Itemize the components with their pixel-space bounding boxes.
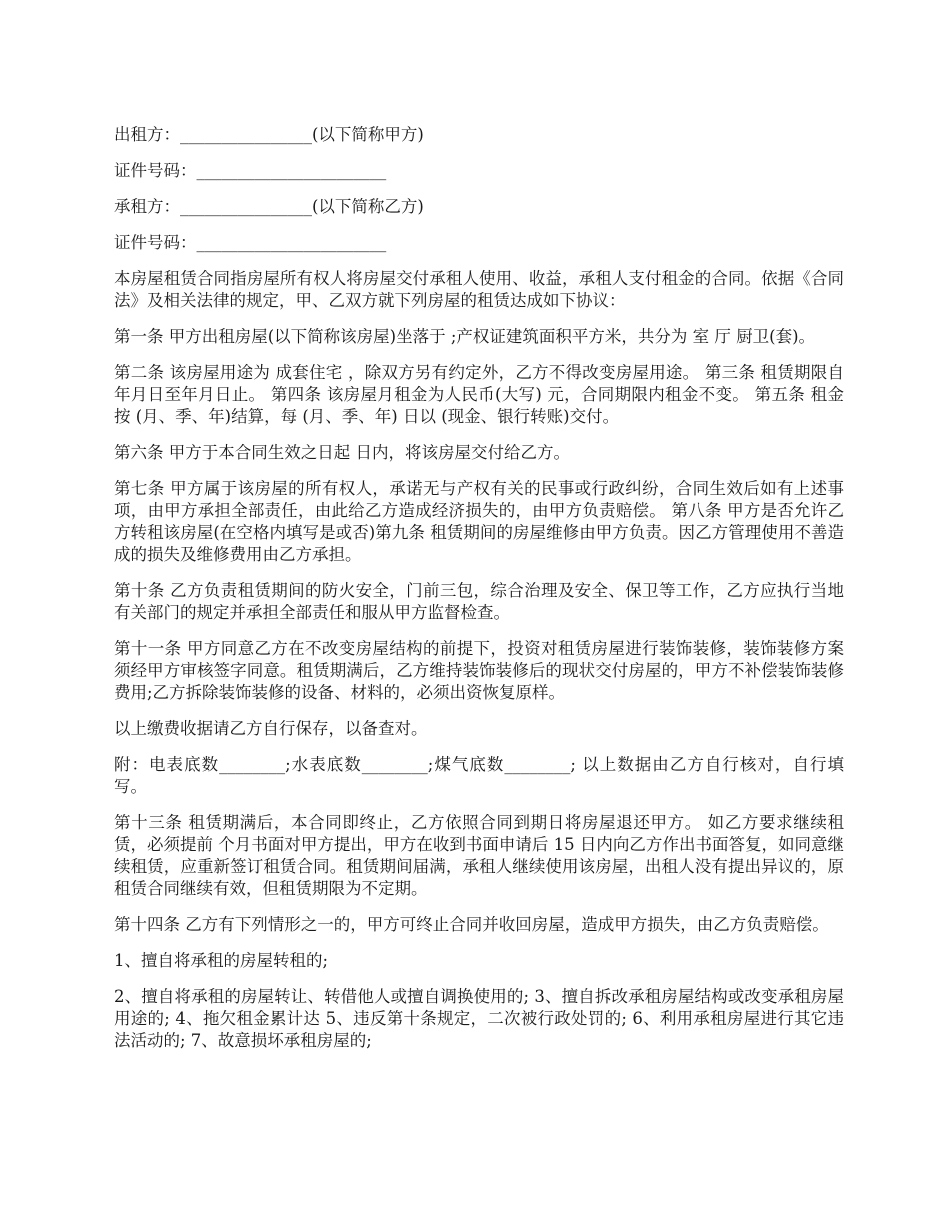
- lessee-line: 承租方：________________(以下简称乙方): [114, 197, 424, 216]
- articles-2-5: 第二条 该房屋用途为 成套住宅 ，除双方另有约定外，乙方不得改变房屋用途。 第三条 租赁期限自年月日至年月日止。 第四条 该房屋月租金为人民币(大写) 元，合同期限内租金不变。 第五条 租金按 (月、季、年)结算，每 (月、季、年) 日以 (现金、银行转账)交付。: [114, 363, 844, 426]
- article-13: 第十三条 租赁期满后，本合同即终止，乙方依照合同到期日将房屋退还甲方。 如乙方要求继续租赁，必须提前 个月书面对甲方提出，甲方在收到书面申请后 15 日内向乙方作出书面答复，如同意继续租赁，应重新签订租赁合同。租赁期间届满，承租人继续使用该房屋，出租人没有提出异议的，原租赁合同继续有效，但租赁期限为不定期。: [114, 813, 844, 898]
- article-14: 第十四条 乙方有下列情形之一的，甲方可终止合同并收回房屋，造成甲方损失，由乙方负责赔偿。: [114, 915, 829, 934]
- lessor-line: 出租方：________________(以下简称甲方): [114, 125, 424, 144]
- articles-7-9: 第七条 甲方属于该房屋的所有权人，承诺无与产权有关的民事或行政纠纷，合同生效后如有上述事项，由甲方承担全部责任，由此给乙方造成经济损失的，由甲方负责赔偿。 第八条 甲方是否允许乙方转租该房屋(在空格内填写是或否)第九条 租赁期间的房屋维修由甲方负责。因乙方管理使用不善造成的损失及维修费用由乙方承担。: [114, 479, 844, 564]
- article-6: 第六条 甲方于本合同生效之日起 日内，将该房屋交付给乙方。: [114, 443, 570, 462]
- lessee-id-line: 证件号码：_______________________: [114, 233, 387, 252]
- lessor-id-line: 证件号码：_______________________: [114, 161, 387, 180]
- article-10: 第十条 乙方负责租赁期间的防火安全，门前三包，综合治理及安全、保卫等工作，乙方应执行当地有关部门的规定并承担全部责任和服从甲方监督检查。: [114, 581, 844, 622]
- list-items-2-7: 2、擅自将承租的房屋转让、转借他人或擅自调换使用的; 3、擅自拆改承租房屋结构或改变承租房屋用途的; 4、拖欠租金累计达 5、违反第十条规定，二次被行政处罚的; 6、利用承租房屋进行其它违法活动的; 7、故意损坏承租房屋的;: [114, 987, 844, 1050]
- list-item-1: 1、擅自将承租的房屋转租的;: [114, 951, 329, 970]
- article-1: 第一条 甲方出租房屋(以下简称该房屋)坐落于 ;产权证建筑面积平方米，共分为 室 厅 厨卫(套)。: [114, 327, 816, 346]
- meter-readings: 附：电表底数________;水表底数________;煤气底数________; 以上数据由乙方自行核对，自行填写。: [114, 755, 844, 796]
- article-11: 第十一条 甲方同意乙方在不改变房屋结构的前提下，投资对租赁房屋进行装饰装修，装饰装修方案须经甲方审核签字同意。租赁期满后，乙方维持装饰装修后的现状交付房屋的，甲方不补偿装饰装修费用;乙方拆除装饰装修的设备、材料的，必须出资恢复原样。: [114, 639, 844, 702]
- contract-intro: 本房屋租赁合同指房屋所有权人将房屋交付承租人使用、收益，承租人支付租金的合同。依据《合同法》及相关法律的规定，甲、乙双方就下列房屋的租赁达成如下协议：: [114, 269, 844, 310]
- receipt-note: 以上缴费收据请乙方自行保存，以备查对。: [114, 719, 428, 738]
- contract-document: [114, 124, 844, 1066]
